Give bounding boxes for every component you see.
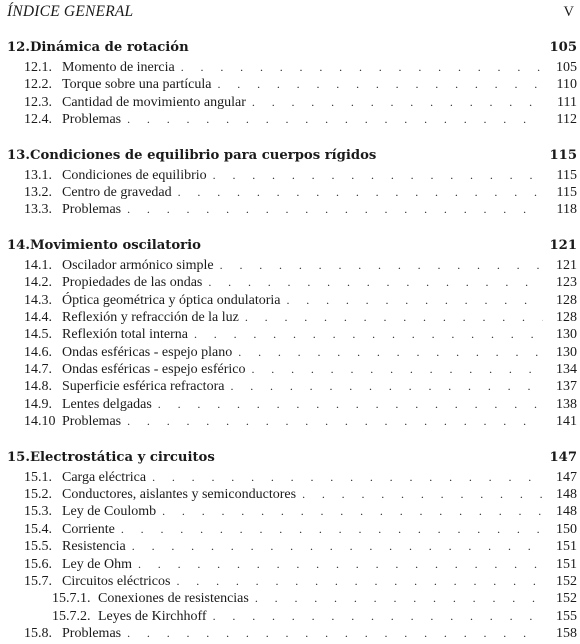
dot-leader	[176, 574, 543, 589]
section-entry[interactable]	[7, 275, 577, 292]
section-number: 14.4.	[24, 309, 52, 325]
section-page-number: 130	[556, 327, 577, 343]
dot-leader	[158, 397, 543, 412]
dot-leader	[208, 275, 543, 290]
subsection-title: Leyes de Kirchhoff	[98, 608, 207, 624]
dot-leader	[213, 609, 543, 624]
section-title: Ondas esféricas - espejo plano	[62, 344, 233, 360]
section-title: Resistencia	[62, 539, 126, 555]
section-entry[interactable]	[7, 112, 577, 129]
table-of-contents	[7, 40, 577, 644]
section-title: Problemas	[62, 626, 122, 642]
section-title: Propiedades de las ondas	[62, 275, 203, 291]
chapter-title: Condiciones de equilibrio para cuerpos rígidos	[29, 147, 377, 163]
section-page-number: 118	[556, 202, 577, 218]
chapter-entry[interactable]	[7, 450, 577, 470]
toc-chapter-13	[7, 148, 577, 220]
section-entry[interactable]	[7, 168, 577, 185]
section-entry[interactable]	[7, 626, 577, 643]
section-number: 15.3.	[24, 504, 52, 520]
section-title: Lentes delgadas	[62, 396, 152, 412]
section-page-number: 147	[556, 469, 577, 485]
section-number: 14.9.	[24, 396, 52, 412]
section-entry[interactable]	[7, 60, 577, 77]
section-entry[interactable]	[7, 557, 577, 574]
section-number: 15.8.	[24, 626, 52, 642]
section-page-number: 128	[556, 309, 577, 325]
section-entry[interactable]	[7, 95, 577, 112]
running-header-page-number: V	[563, 4, 574, 20]
section-page-number: 137	[556, 379, 577, 395]
section-number: 15.4.	[24, 521, 52, 537]
section-page-number: 141	[556, 414, 577, 430]
section-page-number: 121	[556, 257, 577, 273]
dot-leader	[138, 557, 543, 572]
section-number: 14.10	[24, 414, 56, 430]
chapter-title: Dinámica de rotación	[29, 40, 189, 55]
toc-chapter-14	[7, 238, 577, 432]
section-page-number: 115	[556, 184, 577, 200]
dot-leader	[255, 591, 543, 606]
section-page-number: 111	[557, 94, 577, 110]
dot-leader	[252, 95, 543, 110]
section-number: 15.2.	[24, 487, 52, 503]
section-entry[interactable]	[7, 574, 577, 591]
chapter-title: Electrostática y circuitos	[29, 449, 215, 465]
chapter-page-number: 105	[549, 40, 577, 55]
section-entry[interactable]	[7, 258, 577, 275]
section-entry[interactable]	[7, 470, 577, 487]
section-title: Conductores, aislantes y semiconductores	[62, 487, 297, 503]
section-title: Problemas	[62, 414, 122, 430]
section-entry[interactable]	[7, 202, 577, 219]
dot-leader	[245, 310, 543, 325]
dot-leader	[178, 185, 543, 200]
section-title: Reflexión y refracción de la luz	[62, 309, 239, 325]
dot-leader	[127, 112, 543, 127]
toc-chapter-15	[7, 450, 577, 644]
section-title: Condiciones de equilibrio	[62, 167, 207, 183]
subsection-number: 15.7.2.	[52, 608, 91, 624]
section-entry[interactable]	[7, 504, 577, 521]
chapter-title: Movimiento oscilatorio	[29, 237, 201, 253]
dot-leader	[127, 202, 543, 217]
section-page-number: 115	[556, 167, 577, 183]
section-entry[interactable]	[7, 345, 577, 362]
section-entry[interactable]	[7, 310, 577, 327]
chapter-number: 12.	[7, 40, 30, 55]
section-number: 14.3.	[24, 292, 52, 308]
subsection-entry[interactable]	[7, 591, 577, 608]
section-entry[interactable]	[7, 379, 577, 396]
dot-leader	[194, 327, 543, 342]
subsection-number: 15.7.1.	[52, 591, 91, 607]
subsection-page-number: 155	[556, 608, 577, 624]
section-title: Superficie esférica refractora	[62, 379, 225, 395]
section-page-number: 138	[556, 396, 577, 412]
running-header-title: ÍNDICE GENERAL	[7, 3, 134, 20]
section-number: 12.1.	[24, 60, 52, 75]
section-page-number: 123	[556, 275, 577, 291]
chapter-entry[interactable]	[7, 40, 577, 60]
dot-leader	[238, 345, 543, 360]
section-number: 15.6.	[24, 556, 52, 572]
toc-chapter-12	[7, 40, 577, 130]
section-page-number: 105	[556, 60, 577, 75]
section-number: 14.5.	[24, 327, 52, 343]
chapter-page-number: 147	[549, 449, 577, 465]
section-title: Torque sobre una partícula	[62, 77, 212, 93]
subsection-entry[interactable]	[7, 609, 577, 626]
section-entry[interactable]	[7, 487, 577, 504]
section-title: Cantidad de movimiento angular	[62, 94, 246, 110]
section-number: 12.2.	[24, 77, 52, 93]
section-page-number: 128	[556, 292, 577, 308]
section-number: 14.8.	[24, 379, 52, 395]
chapter-number: 15.	[7, 449, 30, 465]
section-page-number: 148	[556, 504, 577, 520]
section-number: 12.3.	[24, 94, 52, 110]
dot-leader	[132, 539, 543, 554]
section-page-number: 151	[556, 556, 577, 572]
dot-leader	[127, 626, 543, 641]
section-entry[interactable]	[7, 397, 577, 414]
chapter-entry[interactable]	[7, 148, 577, 168]
dot-leader	[152, 470, 543, 485]
section-number: 14.6.	[24, 344, 52, 360]
chapter-page-number: 121	[549, 237, 577, 253]
section-entry[interactable]	[7, 185, 577, 202]
subsection-page-number: 152	[556, 591, 577, 607]
section-entry[interactable]	[7, 362, 577, 379]
chapter-entry[interactable]	[7, 238, 577, 258]
section-page-number: 134	[556, 362, 577, 378]
section-title: Problemas	[62, 202, 122, 218]
section-number: 15.5.	[24, 539, 52, 555]
section-entry[interactable]	[7, 539, 577, 556]
section-page-number: 151	[556, 539, 577, 555]
dot-leader	[230, 379, 543, 394]
section-number: 13.2.	[24, 184, 52, 200]
section-entry[interactable]	[7, 327, 577, 344]
dot-leader	[121, 522, 543, 537]
section-entry[interactable]	[7, 293, 577, 310]
section-title: Oscilador armónico simple	[62, 257, 214, 273]
section-title: Momento de inercia	[62, 60, 175, 75]
section-title: Problemas	[62, 112, 122, 128]
dot-leader	[181, 60, 543, 75]
section-page-number: 112	[556, 112, 577, 128]
dot-leader	[302, 487, 543, 502]
section-title: Reflexión total interna	[62, 327, 188, 343]
section-page-number: 110	[556, 77, 577, 93]
section-title: Ondas esféricas - espejo esférico	[62, 362, 246, 378]
section-number: 14.7.	[24, 362, 52, 378]
section-number: 15.1.	[24, 469, 52, 485]
section-title: Ley de Ohm	[62, 556, 132, 572]
subsection-title: Conexiones de resistencias	[98, 591, 249, 607]
dot-leader	[251, 362, 543, 377]
section-page-number: 152	[556, 573, 577, 589]
section-number: 14.1.	[24, 257, 52, 273]
section-number: 14.2.	[24, 275, 52, 291]
section-page-number: 158	[556, 626, 577, 642]
running-header	[7, 3, 574, 23]
section-entry[interactable]	[7, 77, 577, 94]
dot-leader	[286, 293, 543, 308]
dot-leader	[127, 414, 543, 429]
section-title: Circuitos eléctricos	[62, 573, 171, 589]
section-page-number: 130	[556, 344, 577, 360]
chapter-number: 14.	[7, 237, 30, 253]
chapter-number: 13.	[7, 147, 30, 163]
chapter-page-number: 115	[549, 147, 577, 163]
section-number: 13.3.	[24, 202, 52, 218]
section-number: 12.4.	[24, 112, 52, 128]
section-title: Carga eléctrica	[62, 469, 147, 485]
section-title: Óptica geométrica y óptica ondulatoria	[62, 292, 281, 308]
section-number: 13.1.	[24, 167, 52, 183]
section-title: Ley de Coulomb	[62, 504, 157, 520]
section-title: Centro de gravedad	[62, 184, 172, 200]
section-title: Corriente	[62, 521, 115, 537]
section-page-number: 150	[556, 521, 577, 537]
dot-leader	[217, 77, 543, 92]
dot-leader	[162, 504, 543, 519]
dot-leader	[220, 258, 543, 273]
section-entry[interactable]	[7, 414, 577, 431]
dot-leader	[213, 168, 543, 183]
section-page-number: 148	[556, 487, 577, 503]
section-number: 15.7.	[24, 573, 52, 589]
section-entry[interactable]	[7, 522, 577, 539]
